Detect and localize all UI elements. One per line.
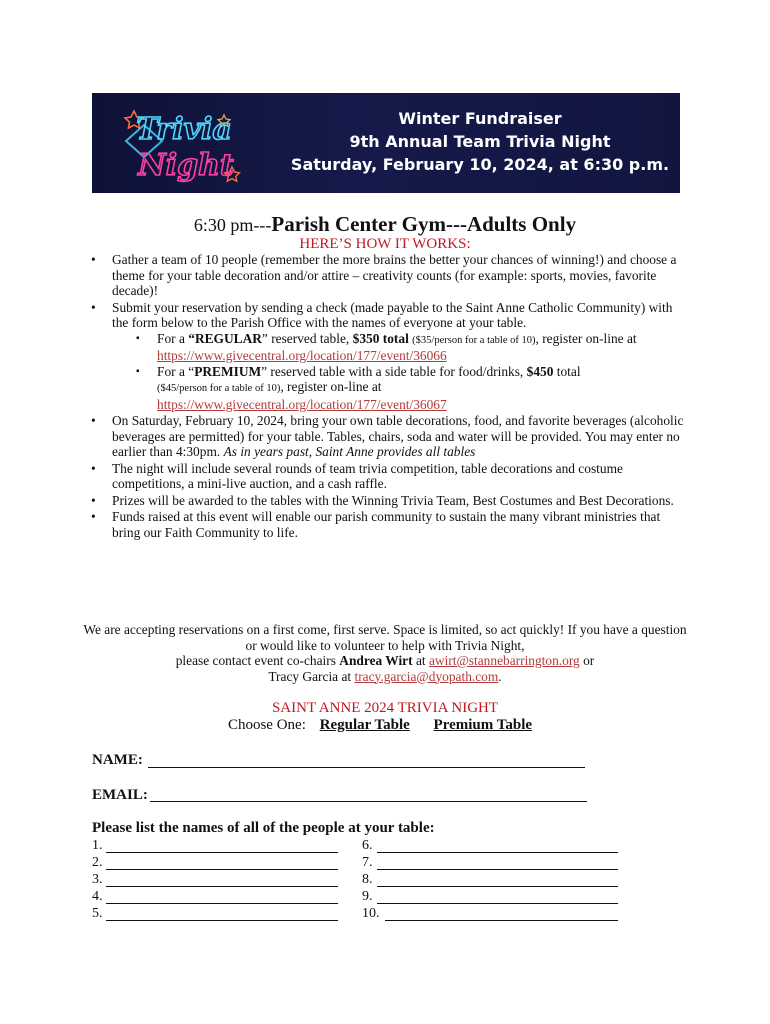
- bullet-reservation-text: Submit your reservation by sending a check (made payable to the Saint Anne Catholic Community) with the form below to the Parish Office with the names of everyone at your table.: [112, 299, 673, 330]
- regular-note: ($35/person for a table of 10): [412, 334, 536, 346]
- event-time: 6:30 pm---: [193, 215, 272, 235]
- name-field-line[interactable]: [148, 767, 585, 768]
- attendee-line[interactable]: [377, 886, 618, 887]
- bullet-funds: • Funds raised at this event will enable our parish community to sustain the many vibrant ministries that bring our Faith Community to life.: [112, 509, 688, 540]
- premium-register-link[interactable]: https://www.givecentral.org/location/177/event/36067: [157, 396, 447, 412]
- bullet-team: • Gather a team of 10 people (remember the more brains the better your chances of winning!) and choose a theme for your table decoration and/or attire – creativity counts (for example: sports, movies, favorite decade)!: [112, 252, 688, 299]
- choose-label: Choose One:: [227, 717, 306, 733]
- regular-table-option[interactable]: Regular Table: [319, 717, 410, 733]
- event-heading: [0, 212, 770, 237]
- attendee-number: 9.: [362, 889, 373, 904]
- attendee-number: 7.: [362, 855, 373, 870]
- regular-mid: ” reserved table,: [261, 330, 353, 346]
- premium-post2: , register on-line at: [280, 379, 382, 394]
- contact-pre: please contact event co-chairs: [175, 653, 340, 668]
- contact-or: or: [579, 653, 595, 668]
- bullet-event-day-text: On Saturday, February 10, 2024, bring your own table decorations, food, and favorite beverages (alcoholic beverages are permitted) for your table. Tables, chairs, soda and water will be provided. You may enter no earlier than 4:30pm.: [112, 413, 684, 459]
- premium-post1: total: [553, 363, 581, 379]
- banner-line-2: 9th Annual Team Trivia Night: [349, 132, 611, 151]
- email-label: EMAIL:: [92, 787, 148, 803]
- premium-note: ($45/person for a table of 10): [157, 383, 281, 394]
- bullet-event-day-note: As in years past, Saint Anne provides all tables: [223, 444, 476, 459]
- logo-word-2: Night: [138, 148, 234, 183]
- instructions: [88, 252, 688, 541]
- attendee-number: 6.: [362, 838, 373, 853]
- bullet-event-day: [112, 413, 688, 460]
- regular-pre: For a: [157, 330, 189, 346]
- chair-2-email-link[interactable]: tracy.garcia@dyopath.com: [354, 668, 499, 684]
- how-it-works-title: HERE’S HOW IT WORKS:: [299, 236, 471, 252]
- attendee-list-title: Please list the names of all of the people at your table:: [92, 820, 435, 836]
- banner-line-3: Saturday, February 10, 2024, at 6:30 p.m.: [290, 155, 670, 174]
- attendee-line[interactable]: [377, 852, 618, 853]
- attendee-number: 2.: [92, 855, 103, 870]
- table-choice: [0, 717, 770, 734]
- chair-1-name: Andrea Wirt: [339, 653, 413, 668]
- bullet-activities: • The night will include several rounds of team trivia competition, table decorations and costume competitions, a mini-live auction, and a cash raffle.: [112, 461, 688, 492]
- attendee-number: 8.: [362, 872, 373, 887]
- attendee-line[interactable]: [377, 869, 618, 870]
- premium-name: PREMIUM: [194, 363, 262, 379]
- attendee-line[interactable]: [377, 903, 618, 904]
- regular-price: $350 total: [352, 330, 409, 346]
- banner-line-1: Winter Fundraiser: [398, 109, 562, 128]
- attendee-number: 5.: [92, 906, 103, 921]
- chair-2-name: Tracy Garcia at: [268, 668, 355, 684]
- attendee-number: 10.: [362, 906, 380, 921]
- contact-end: .: [498, 668, 502, 684]
- logo-word-1: Trivia: [136, 112, 232, 147]
- regular-register-link[interactable]: https://www.givecentral.org/location/177/event/36066: [157, 348, 447, 363]
- email-field-line[interactable]: [150, 801, 587, 802]
- regular-name: “REGULAR: [188, 330, 262, 346]
- attendee-number: 1.: [92, 838, 103, 853]
- premium-pre: For a “: [157, 363, 195, 379]
- bullet-reservation: [112, 300, 688, 413]
- name-label: NAME:: [92, 752, 143, 768]
- banner-text: [290, 107, 670, 176]
- option-regular: [157, 331, 688, 364]
- premium-mid: ” reserved table with a side table for food/drinks,: [261, 363, 527, 379]
- trivia-night-neon-logo: [104, 95, 254, 191]
- contact-paragraph: [80, 622, 690, 684]
- premium-price: $450: [526, 363, 554, 379]
- attendee-line[interactable]: [106, 886, 338, 887]
- contact-at: at: [412, 653, 429, 668]
- attendee-line[interactable]: [106, 869, 338, 870]
- premium-table-option[interactable]: Premium Table: [433, 717, 533, 733]
- attendee-number: 3.: [92, 872, 103, 887]
- regular-post: , register on-line at: [535, 330, 637, 346]
- event-venue: Parish Center Gym---Adults Only: [271, 212, 577, 236]
- attendee-line[interactable]: [106, 903, 338, 904]
- bullet-prizes: • Prizes will be awarded to the tables with the Winning Trivia Team, Best Costumes and Best Decorations.: [112, 493, 688, 509]
- form-title: SAINT ANNE 2024 TRIVIA NIGHT: [271, 700, 499, 716]
- chair-1-email-link[interactable]: awirt@stannebarrington.org: [428, 653, 580, 668]
- attendee-line[interactable]: [106, 852, 338, 853]
- attendee-number: 4.: [92, 889, 103, 904]
- contact-intro: We are accepting reservations on a first come, first serve. Space is limited, so act quickly! If you have a question or would like to volunteer to help with Trivia Night,: [83, 622, 687, 653]
- attendee-line[interactable]: [106, 920, 338, 921]
- option-premium: [157, 364, 688, 413]
- event-banner: [92, 93, 680, 193]
- attendee-line[interactable]: [385, 920, 618, 921]
